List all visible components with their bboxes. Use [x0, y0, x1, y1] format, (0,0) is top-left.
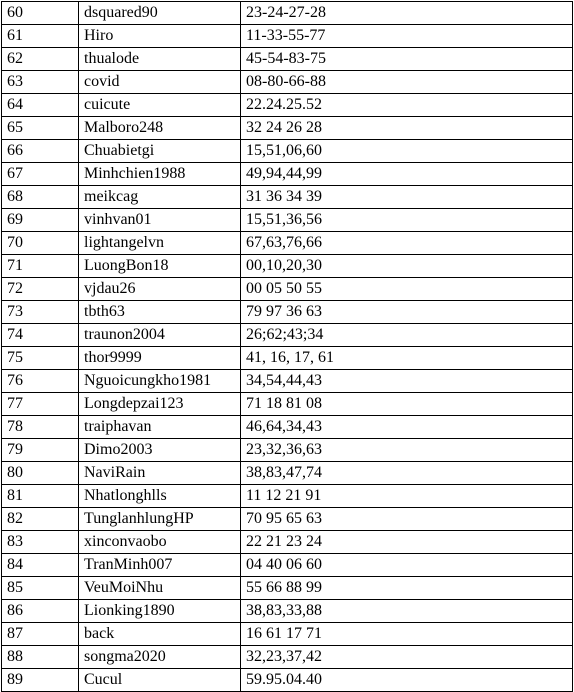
row-number-cell: 63 [2, 71, 79, 94]
table-row [2, 140, 573, 163]
username-cell: dsquared90 [79, 2, 241, 25]
row-number-cell: 82 [2, 508, 79, 531]
numbers-cell: 38,83,47,74 [241, 462, 573, 485]
numbers-cell: 08-80-66-88 [241, 71, 573, 94]
table-row [2, 209, 573, 232]
numbers-cell: 16 61 17 71 [241, 623, 573, 646]
row-number-cell: 69 [2, 209, 79, 232]
numbers-cell: 22.24.25.52 [241, 94, 573, 117]
numbers-cell: 23,32,36,63 [241, 439, 573, 462]
numbers-cell: 41, 16, 17, 61 [241, 347, 573, 370]
numbers-cell: 34,54,44,43 [241, 370, 573, 393]
numbers-cell: 59.95.04.40 [241, 669, 573, 692]
username-cell: lightangelvn [79, 232, 241, 255]
username-cell: Cucul [79, 669, 241, 692]
entries-table-body [2, 2, 573, 692]
username-cell: vjdau26 [79, 278, 241, 301]
numbers-cell: 32,23,37,42 [241, 646, 573, 669]
numbers-cell: 00,10,20,30 [241, 255, 573, 278]
row-number-cell: 65 [2, 117, 79, 140]
username-cell: Hiro [79, 25, 241, 48]
numbers-cell: 55 66 88 99 [241, 577, 573, 600]
table-row [2, 25, 573, 48]
row-number-cell: 87 [2, 623, 79, 646]
table-row [2, 48, 573, 71]
row-number-cell: 64 [2, 94, 79, 117]
row-number-cell: 85 [2, 577, 79, 600]
numbers-cell: 79 97 36 63 [241, 301, 573, 324]
row-number-cell: 88 [2, 646, 79, 669]
username-cell: Longdepzai123 [79, 393, 241, 416]
username-cell: LuongBon18 [79, 255, 241, 278]
username-cell: xinconvaobo [79, 531, 241, 554]
username-cell: VeuMoiNhu [79, 577, 241, 600]
row-number-cell: 73 [2, 301, 79, 324]
numbers-cell: 45-54-83-75 [241, 48, 573, 71]
numbers-cell: 32 24 26 28 [241, 117, 573, 140]
username-cell: tbth63 [79, 301, 241, 324]
row-number-cell: 84 [2, 554, 79, 577]
username-cell: Dimo2003 [79, 439, 241, 462]
numbers-cell: 71 18 81 08 [241, 393, 573, 416]
row-number-cell: 72 [2, 278, 79, 301]
username-cell: meikcag [79, 186, 241, 209]
username-cell: Nhatlonghlls [79, 485, 241, 508]
row-number-cell: 68 [2, 186, 79, 209]
table-row [2, 324, 573, 347]
numbers-cell: 38,83,33,88 [241, 600, 573, 623]
table-row [2, 163, 573, 186]
table-row [2, 669, 573, 692]
numbers-cell: 11 12 21 91 [241, 485, 573, 508]
numbers-cell: 46,64,34,43 [241, 416, 573, 439]
numbers-cell: 00 05 50 55 [241, 278, 573, 301]
table-row [2, 186, 573, 209]
table-row [2, 278, 573, 301]
username-cell: cuicute [79, 94, 241, 117]
row-number-cell: 81 [2, 485, 79, 508]
row-number-cell: 60 [2, 2, 79, 25]
numbers-cell: 04 40 06 60 [241, 554, 573, 577]
table-row [2, 577, 573, 600]
row-number-cell: 74 [2, 324, 79, 347]
numbers-cell: 31 36 34 39 [241, 186, 573, 209]
username-cell: Malboro248 [79, 117, 241, 140]
table-row [2, 439, 573, 462]
username-cell: TranMinh007 [79, 554, 241, 577]
table-row [2, 370, 573, 393]
table-row [2, 393, 573, 416]
table-row [2, 531, 573, 554]
row-number-cell: 78 [2, 416, 79, 439]
username-cell: back [79, 623, 241, 646]
username-cell: traunon2004 [79, 324, 241, 347]
numbers-cell: 11-33-55-77 [241, 25, 573, 48]
row-number-cell: 66 [2, 140, 79, 163]
table-row [2, 416, 573, 439]
table-row [2, 623, 573, 646]
table-row [2, 2, 573, 25]
row-number-cell: 71 [2, 255, 79, 278]
table-row [2, 71, 573, 94]
entries-table [1, 1, 573, 692]
numbers-cell: 26;62;43;34 [241, 324, 573, 347]
table-row [2, 301, 573, 324]
table-row [2, 485, 573, 508]
username-cell: covid [79, 71, 241, 94]
username-cell: Minhchien1988 [79, 163, 241, 186]
numbers-cell: 22 21 23 24 [241, 531, 573, 554]
table-row [2, 508, 573, 531]
numbers-cell: 70 95 65 63 [241, 508, 573, 531]
row-number-cell: 70 [2, 232, 79, 255]
numbers-cell: 23-24-27-28 [241, 2, 573, 25]
row-number-cell: 79 [2, 439, 79, 462]
table-row [2, 117, 573, 140]
username-cell: vinhvan01 [79, 209, 241, 232]
table-row [2, 347, 573, 370]
row-number-cell: 80 [2, 462, 79, 485]
username-cell: thor9999 [79, 347, 241, 370]
row-number-cell: 89 [2, 669, 79, 692]
row-number-cell: 67 [2, 163, 79, 186]
row-number-cell: 76 [2, 370, 79, 393]
row-number-cell: 75 [2, 347, 79, 370]
table-row [2, 646, 573, 669]
table-row [2, 554, 573, 577]
username-cell: thualode [79, 48, 241, 71]
username-cell: songma2020 [79, 646, 241, 669]
username-cell: Chuabietgi [79, 140, 241, 163]
table-row [2, 94, 573, 117]
table-row [2, 255, 573, 278]
table-row [2, 600, 573, 623]
row-number-cell: 61 [2, 25, 79, 48]
username-cell: Nguoicungkho1981 [79, 370, 241, 393]
username-cell: NaviRain [79, 462, 241, 485]
table-row [2, 232, 573, 255]
numbers-cell: 15,51,36,56 [241, 209, 573, 232]
numbers-cell: 15,51,06,60 [241, 140, 573, 163]
row-number-cell: 62 [2, 48, 79, 71]
numbers-cell: 67,63,76,66 [241, 232, 573, 255]
numbers-cell: 49,94,44,99 [241, 163, 573, 186]
username-cell: traiphavan [79, 416, 241, 439]
username-cell: TunglanhlungHP [79, 508, 241, 531]
table-row [2, 462, 573, 485]
username-cell: Lionking1890 [79, 600, 241, 623]
row-number-cell: 83 [2, 531, 79, 554]
row-number-cell: 86 [2, 600, 79, 623]
row-number-cell: 77 [2, 393, 79, 416]
